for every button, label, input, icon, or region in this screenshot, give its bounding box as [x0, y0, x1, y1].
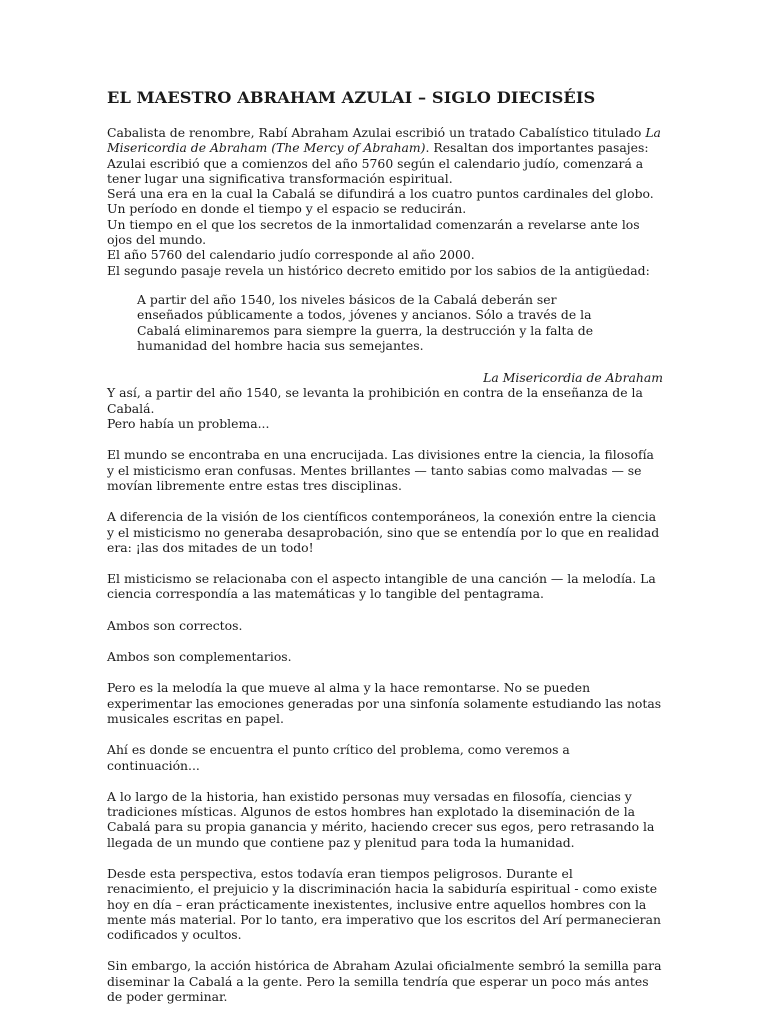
- intro-line-5760: Azulai escribió que a comienzos del año 5760 según el calendario judío, comenzará a tener lugar una significativa transformación espiritual.: [107, 155, 644, 186]
- intro-line-second-passage: El segundo pasaje revela un histórico decreto emitido por los sabios de la antigüedad:: [107, 262, 650, 278]
- quote-attribution: La Misericordia de Abraham: [483, 370, 663, 386]
- intro-line-year-2000: El año 5760 del calendario judío corresponde al año 2000.: [107, 247, 475, 263]
- block-quote: A partir del año 1540, los niveles básicos de la Cabalá deberán ser enseñados públicamente a todos, jóvenes y ancianos. Sólo a través de la Cabalá eliminaremos para siempre la guerra, la destrucción y la falta de humanidad del hombre hacia sus semejantes.: [137, 291, 594, 353]
- paragraph-perspective: Desde esta perspectiva, estos todavía eran tiempos peligrosos. Durante el renacimiento, el prejuicio y la discriminación hacia la sabiduría espiritual - como existe hoy en día – eran prácticamente inexistentes, inclusive entre aquellos hombres con la mente más material. Por lo tanto, era imperativo que los escritos del Arí permanecieran codificados y ocultos.: [107, 865, 661, 943]
- paragraph-difference: A diferencia de la visión de los científicos contemporáneos, la conexión entre la ciencia y el misticismo no generaba desaprobación, sino que se entendía por lo que en realidad era: ¡las dos mitades de un todo!: [107, 509, 660, 555]
- paragraph-melody: El misticismo se relacionaba con el aspecto intangible de una canción — la melodía. La ciencia correspondía a las matemáticas y lo tangible del pentagrama.: [107, 571, 656, 602]
- intro-line-immortality: Un tiempo en el que los secretos de la inmortalidad comenzarán a revelarse ante los ojos del mundo.: [107, 216, 640, 248]
- paragraph-critical-point: Ahí es donde se encuentra el punto crítico del problema, como veremos a continuación...: [107, 742, 570, 773]
- paragraph-complementary: Ambos son complementarios.: [107, 649, 292, 665]
- intro-text-end: . Resaltan dos importantes pasajes:: [425, 140, 649, 156]
- book-title: La Misericordia de Abraham (The Mercy of Abraham): [107, 125, 661, 156]
- paragraph-history: A lo largo de la historia, han existido personas muy versadas en filosofía, ciencias y tradiciones místicas. Algunos de estos hombres han explotado la diseminación de la Cabalá para su propia ganancia y mérito, haciendo crecer sus egos, pero retrasando la llegada de un mundo que contiene paz y plenitud para toda la humanidad.: [107, 788, 655, 850]
- paragraph-crossroads: El mundo se encontraba en una encrucijada. Las divisiones entre la ciencia, la filosofía y el misticismo eran confusas. Mentes brillantes — tanto sabias como malvadas — se movían libremente entre estas tres disciplinas.: [107, 447, 654, 493]
- intro-paragraph: [107, 125, 663, 156]
- after-quote-line: Y así, a partir del año 1540, se levanta la prohibición en contra de la enseñanza de la Cabalá.: [107, 385, 643, 416]
- intro-line-era: Será una era en la cual la Cabalá se difundirá a los cuatro puntos cardinales del globo.: [107, 186, 654, 202]
- after-quote-problem: Pero había un problema...: [107, 416, 270, 432]
- paragraph-seed: Sin embargo, la acción histórica de Abraham Azulai oficialmente sembró la semilla para diseminar la Cabalá a la gente. Pero la semilla tendría que esperar un poco más antes de poder germinar.: [107, 958, 662, 1005]
- paragraph-soul: Pero es la melodía la que mueve al alma y la hace remontarse. No se pueden experimentar las emociones generadas por una sinfonía solamente estudiando las notas musicales escritas en papel.: [107, 680, 662, 726]
- intro-line-period: Un período en donde el tiempo y el espacio se reducirán.: [107, 201, 467, 217]
- paragraph-correct: Ambos son correctos.: [107, 617, 243, 633]
- document-title: EL MAESTRO ABRAHAM AZULAI – SIGLO DIECISÉIS: [107, 88, 596, 107]
- intro-text: Cabalista de renombre, Rabí Abraham Azulai escribió un tratado Cabalístico titulado: [107, 125, 646, 140]
- document-page: [107, 88, 663, 1004]
